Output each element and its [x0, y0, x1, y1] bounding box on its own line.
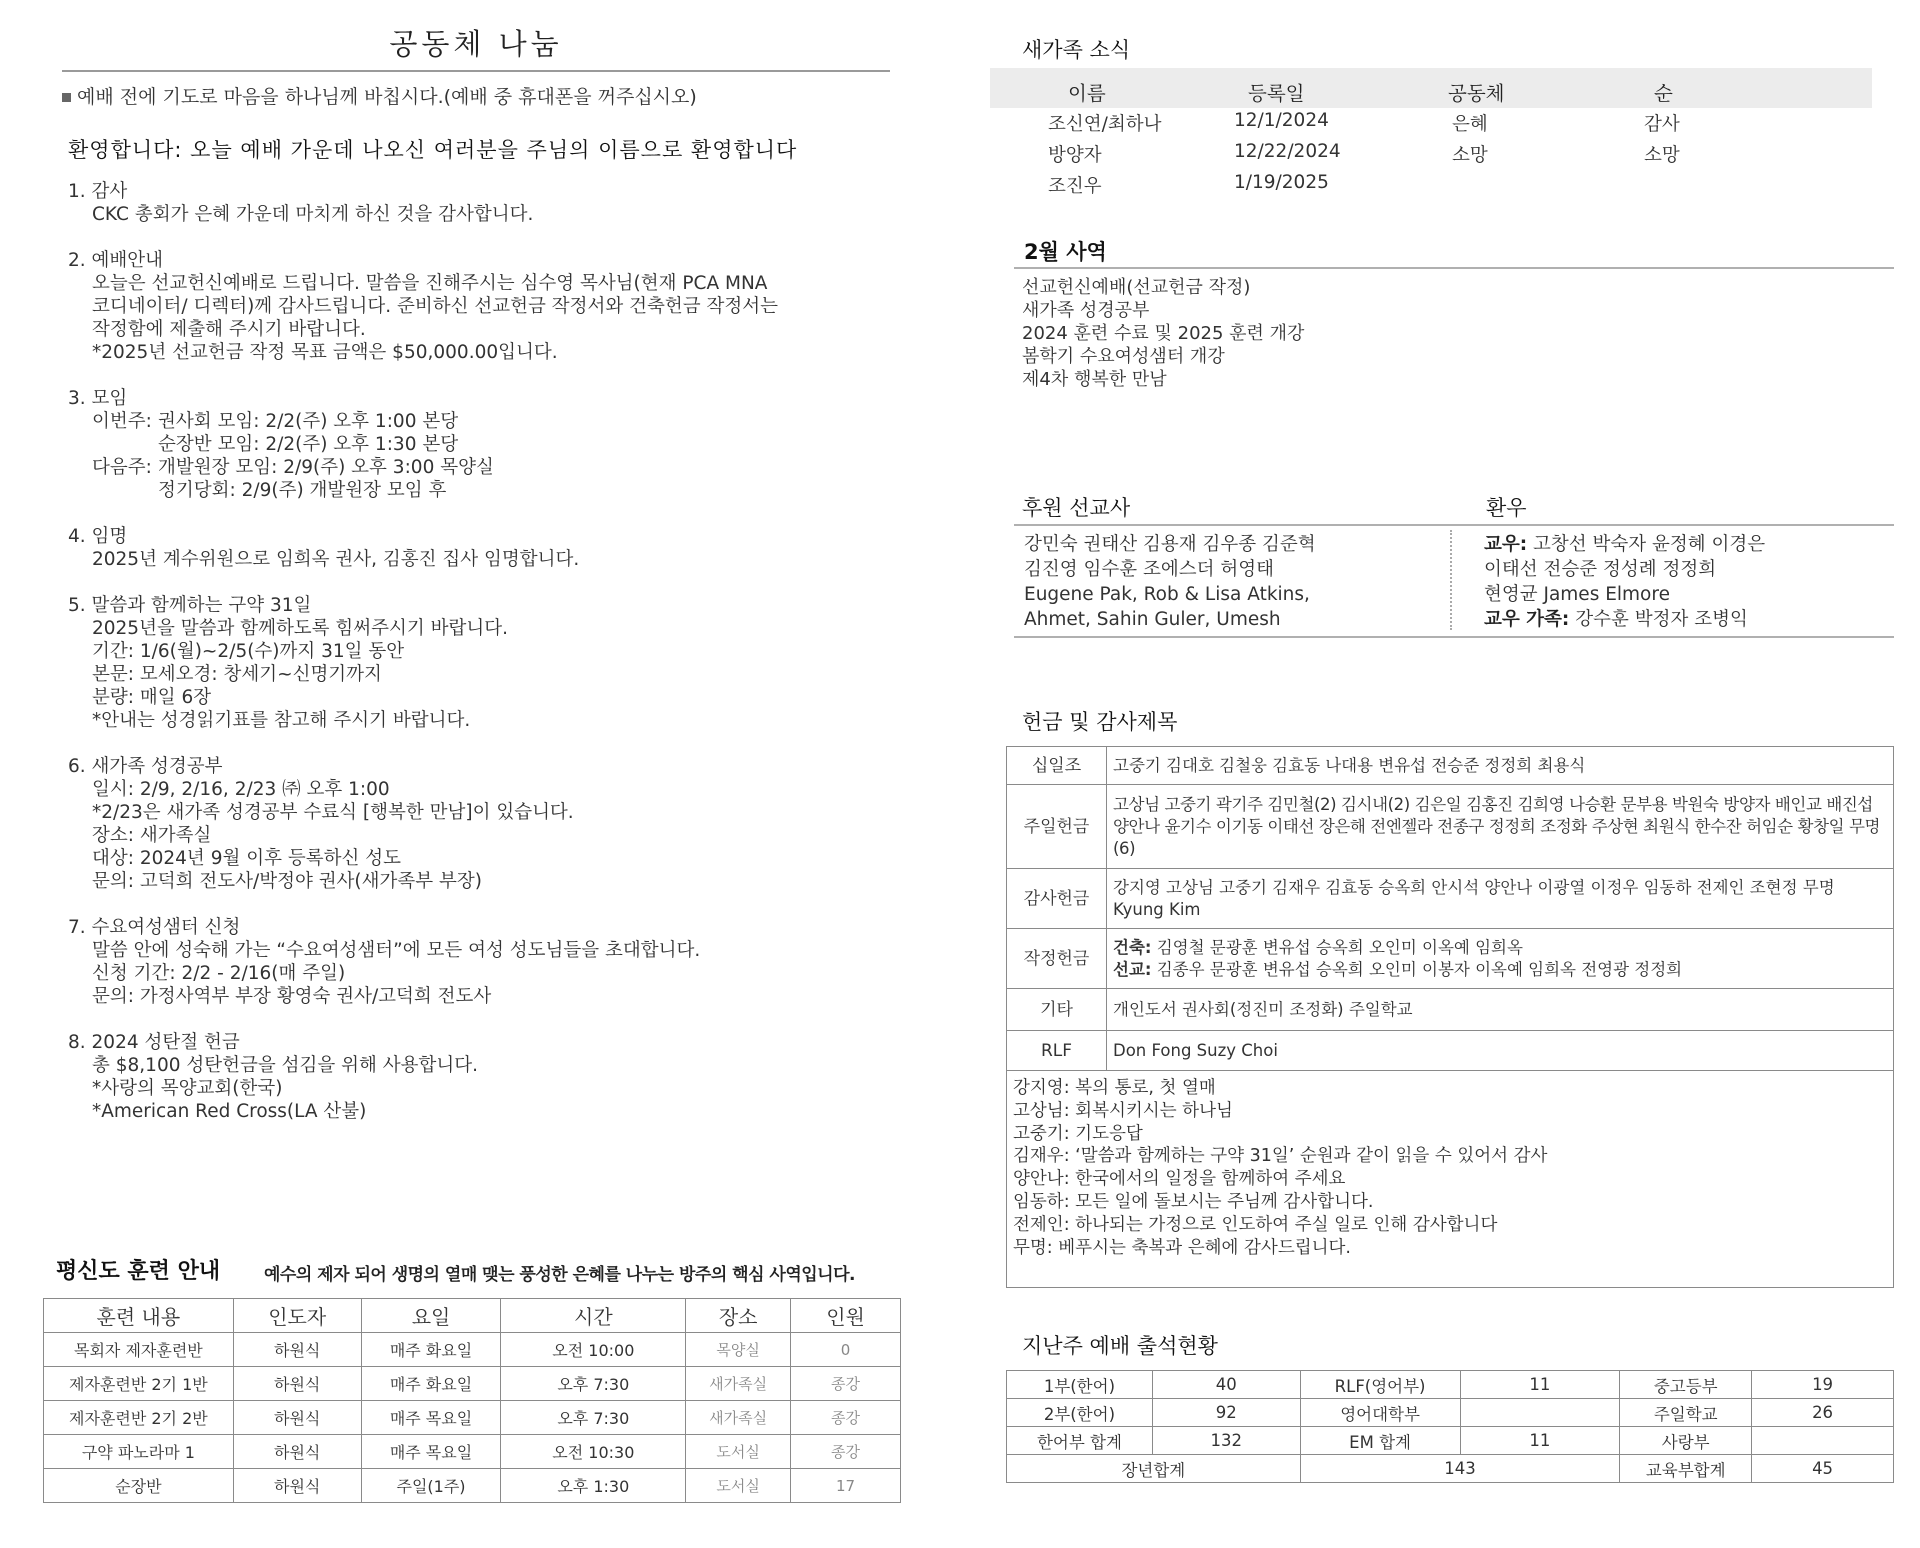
- offering-table: [1006, 746, 1894, 1288]
- table-cell: 매주 화요일: [361, 1367, 501, 1401]
- meeting-row: [68, 479, 888, 502]
- item-line: 장소: 새가족실: [92, 825, 212, 846]
- table-cell: 사랑부: [1620, 1427, 1752, 1455]
- table-row: [990, 168, 1872, 198]
- column-header: 등록일: [1248, 82, 1305, 105]
- notice: [62, 82, 697, 109]
- list-item: 강민숙 권태산 김용재 김우종 김준혁: [1024, 534, 1316, 555]
- column-header: 순: [1654, 82, 1673, 105]
- table-cell: 132: [1152, 1427, 1300, 1455]
- table-row: [990, 137, 1872, 167]
- meeting-row: [68, 433, 888, 456]
- item-meeting: [68, 387, 888, 502]
- list-item: 고상님: 회복시키시는 하나님: [1013, 1100, 1233, 1121]
- table-row: [1007, 1371, 1894, 1399]
- list-item: 현영균 James Elmore: [1484, 584, 1670, 605]
- training-table: [43, 1298, 901, 1503]
- table-cell: 목회자 제자훈련반: [44, 1333, 234, 1367]
- table-cell: 새가족실: [686, 1401, 791, 1435]
- row-label: 주일헌금: [1007, 785, 1107, 869]
- patients-names: 고창선 박숙자 윤정혜 이경은: [1527, 534, 1766, 555]
- newfamily-header-row: [990, 74, 1872, 104]
- table-cell: 1부(한어): [1007, 1371, 1153, 1399]
- item-line: 2025년 계수위원으로 임희옥 권사, 김홍진 집사 임명합니다.: [92, 549, 580, 570]
- table-cell: 40: [1152, 1371, 1300, 1399]
- table-row: [44, 1333, 901, 1367]
- table-cell: 한어부 합계: [1007, 1427, 1153, 1455]
- pledge-mission-label: 선교:: [1113, 959, 1152, 979]
- table-cell: 감사: [1644, 114, 1680, 135]
- table-cell: 구약 파노라마 1: [44, 1435, 234, 1469]
- table-cell: 매주 화요일: [361, 1333, 501, 1367]
- patients-label: 교우:: [1484, 534, 1528, 555]
- title-divider: [62, 70, 890, 72]
- item-worship: [68, 249, 888, 364]
- table-cell: 하원식: [233, 1401, 361, 1435]
- list-item: Ahmet, Sahin Guler, Umesh: [1024, 609, 1281, 630]
- table-row: [44, 1435, 901, 1469]
- meeting-text: 순장반 모임: 2/2(주) 오후 1:30 본당: [158, 434, 459, 455]
- table-cell: [1752, 1427, 1894, 1455]
- table-cell: 은혜: [1452, 114, 1488, 135]
- table-cell: 19: [1752, 1371, 1894, 1399]
- table-cell: [1460, 1399, 1620, 1427]
- meeting-label: [68, 433, 158, 456]
- table-cell: 매주 목요일: [361, 1401, 501, 1435]
- table-cell: 도서실: [686, 1435, 791, 1469]
- section-divider: [1014, 267, 1894, 269]
- row-label: 작정헌금: [1007, 929, 1107, 989]
- page-title: 공동체 나눔: [389, 27, 563, 61]
- item-appointment: [68, 525, 888, 571]
- column-header: 장소: [686, 1299, 791, 1333]
- table-cell: 92: [1152, 1399, 1300, 1427]
- table-cell: 제자훈련반 2기 1반: [44, 1367, 234, 1401]
- training-subtitle: 예수의 제자 되어 생명의 열매 맺는 풍성한 은혜를 나누는 방주의 핵심 사역입니다.: [264, 1265, 855, 1285]
- table-row: [1007, 1399, 1894, 1427]
- item-title: 3. 모임: [68, 388, 128, 409]
- meeting-row: [68, 456, 888, 479]
- item-line: 말씀 안에 성숙해 가는 “수요여성샘터”에 모든 여성 성도님들을 초대합니다.: [92, 940, 701, 961]
- patients-names: 강수훈 박정자 조병익: [1569, 609, 1748, 630]
- patients-title: 환우: [1486, 496, 1527, 520]
- pledge-building-label: 건축:: [1113, 937, 1152, 957]
- table-row: [44, 1469, 901, 1503]
- table-cell: 오후 1:30: [501, 1469, 686, 1503]
- row-value: 고상님 고중기 곽기주 김민철(2) 김시내(2) 김은일 김홍진 김희영 나승환 문부용 박원숙 방양자 배인교 배진섭 양안나 윤기수 이기동 이태선 장은해 전엔젤라 전종구 정정희 조정화 주상현 최원식 한수잔 허임순 황창일 무명(6): [1107, 785, 1894, 869]
- item-women-group: [68, 916, 888, 1008]
- list-item: 무명: 베푸시는 축복과 은혜에 감사드립니다.: [1013, 1237, 1351, 1258]
- list-item: 전제인: 하나되는 가정으로 인도하여 주실 일로 인해 감사합니다: [1013, 1214, 1498, 1235]
- section-divider: [1014, 636, 1894, 638]
- row-label: 감사헌금: [1007, 869, 1107, 929]
- table-cell: 하원식: [233, 1435, 361, 1469]
- pledge-building: [1113, 937, 1887, 959]
- item-line: *2/23은 새가족 성경공부 수료식 [행복한 만남]이 있습니다.: [92, 802, 574, 823]
- item-title: 8. 2024 성탄절 헌금: [68, 1032, 240, 1053]
- table-cell: 중고등부: [1620, 1371, 1752, 1399]
- table-cell: 17: [791, 1469, 901, 1503]
- table-cell: 11: [1460, 1427, 1620, 1455]
- table-cell: 143: [1300, 1455, 1620, 1483]
- row-value: [1107, 929, 1894, 989]
- table-cell: EM 합계: [1300, 1427, 1460, 1455]
- item-line: 신청 기간: 2/2 - 2/16(매 주일): [92, 963, 346, 984]
- item-title: 4. 임명: [68, 526, 128, 547]
- item-christmas-offering: [68, 1031, 888, 1123]
- item-line: 대상: 2024년 9월 이후 등록하신 성도: [92, 848, 401, 869]
- table-row: [44, 1367, 901, 1401]
- item-line: *2025년 선교헌금 작정 목표 금액은 $50,000.00입니다.: [92, 342, 558, 363]
- table-cell: 26: [1752, 1399, 1894, 1427]
- table-row: [1007, 1455, 1894, 1483]
- table-cell: 45: [1752, 1455, 1894, 1483]
- list-item: 선교헌신예배(선교헌금 작정): [1022, 277, 1251, 298]
- meeting-text: 개발원장 모임: 2/9(주) 오후 3:00 목양실: [158, 457, 494, 478]
- table-cell: 장년합계: [1007, 1455, 1301, 1483]
- table-cell: 0: [791, 1333, 901, 1367]
- meeting-row: [68, 410, 888, 433]
- bullet-square-icon: [62, 93, 71, 102]
- table-cell: 오후 7:30: [501, 1367, 686, 1401]
- table-row: [1007, 747, 1894, 785]
- item-newfamily-study: [68, 755, 888, 893]
- table-cell: 하원식: [233, 1333, 361, 1367]
- item-line: *안내는 성경읽기표를 참고해 주시기 바랍니다.: [92, 710, 471, 731]
- meeting-label: 이번주:: [92, 411, 152, 432]
- row-value: 강지영 고상님 고중기 김재우 김효동 승옥희 안시석 양안나 이광열 이정우 임동하 전제인 조현정 무명 Kyung Kim: [1107, 869, 1894, 929]
- table-cell: 주일(1주): [361, 1469, 501, 1503]
- table-cell: 종강: [791, 1367, 901, 1401]
- list-item: 양안나: 한국에서의 일정을 함께하여 주세요: [1013, 1169, 1346, 1190]
- item-line: *American Red Cross(LA 산불): [92, 1101, 367, 1122]
- missionaries-title: 후원 선교사: [1022, 496, 1131, 520]
- table-cell: 오전 10:00: [501, 1333, 686, 1367]
- table-cell: 12/1/2024: [1234, 110, 1329, 131]
- list-item: [1484, 607, 1765, 632]
- column-header: 공동체: [1448, 82, 1505, 105]
- table-row: [44, 1401, 901, 1435]
- table-cell: 방양자: [1048, 145, 1102, 166]
- table-row: [1007, 929, 1894, 989]
- table-cell: 종강: [791, 1401, 901, 1435]
- item-line: 코디네이터/ 디렉터)께 감사드립니다. 준비하신 선교헌금 작정서와 건축헌금 작정서는: [92, 296, 778, 317]
- table-cell: 오전 10:30: [501, 1435, 686, 1469]
- column-header: 요일: [361, 1299, 501, 1333]
- meeting-text: 권사회 모임: 2/2(주) 오후 1:00 본당: [158, 411, 459, 432]
- column-header: 이름: [1068, 82, 1106, 105]
- table-cell: 소망: [1644, 145, 1680, 166]
- table-cell: 제자훈련반 2기 2반: [44, 1401, 234, 1435]
- list-item: [1484, 532, 1765, 557]
- item-reading: [68, 594, 888, 732]
- item-line: *사랑의 목양교회(한국): [92, 1078, 283, 1099]
- meeting-label: [68, 479, 158, 502]
- column-divider: [1450, 530, 1452, 630]
- table-cell: 종강: [791, 1435, 901, 1469]
- row-label: RLF: [1007, 1031, 1107, 1071]
- item-line: 문의: 고덕희 전도사/박정야 권사(새가족부 부장): [92, 871, 482, 892]
- row-value: 고중기 김대호 김철웅 김효동 나대용 변유섭 전승준 정정희 최용식: [1107, 747, 1894, 785]
- item-line: 분량: 매일 6장: [92, 687, 212, 708]
- item-line: 총 $8,100 성탄헌금을 섬김을 위해 사용합니다.: [92, 1055, 478, 1076]
- february-title: 2월 사역: [1024, 240, 1107, 264]
- table-cell: 조진우: [1048, 176, 1102, 197]
- item-line: 2025년을 말씀과 함께하도록 힘써주시기 바랍니다.: [92, 618, 509, 639]
- list-item: 이태선 전승준 정성례 정정희: [1484, 559, 1717, 580]
- item-title: 6. 새가족 성경공부: [68, 756, 223, 777]
- item-title: 7. 수요여성샘터 신청: [68, 917, 241, 938]
- meeting-label: 다음주:: [92, 457, 152, 478]
- table-row: [990, 106, 1872, 136]
- table-cell: 2부(한어): [1007, 1399, 1153, 1427]
- table-row: [1007, 785, 1894, 869]
- table-cell: 영어대학부: [1300, 1399, 1460, 1427]
- announcements: [68, 180, 888, 1146]
- column-header: 인원: [791, 1299, 901, 1333]
- item-line: 일시: 2/9, 2/16, 2/23 ㈜ 오후 1:00: [92, 779, 390, 800]
- february-list: [1022, 276, 1304, 391]
- table-cell: 도서실: [686, 1469, 791, 1503]
- section-divider: [1014, 524, 1894, 526]
- attendance-title: 지난주 예배 출석현황: [1022, 1334, 1218, 1358]
- list-item: 제4차 행복한 만남: [1022, 369, 1167, 390]
- table-row: [1007, 869, 1894, 929]
- list-item: Eugene Pak, Rob & Lisa Atkins,: [1024, 584, 1310, 605]
- table-cell: 목양실: [686, 1333, 791, 1367]
- row-label: 십일조: [1007, 747, 1107, 785]
- column-header: 시간: [501, 1299, 686, 1333]
- pledge-mission: [1113, 959, 1887, 981]
- table-row: [1007, 1071, 1894, 1288]
- list-item: 새가족 성경공부: [1022, 300, 1150, 321]
- table-header-row: [44, 1299, 901, 1333]
- item-line: 기간: 1/6(월)~2/5(수)까지 31일 동안: [92, 641, 405, 662]
- column-header: 훈련 내용: [44, 1299, 234, 1333]
- item-title: 1. 감사: [68, 181, 128, 202]
- item-thanks: [68, 180, 888, 226]
- list-item: 김재우: ‘말씀과 함께하는 구약 31일’ 순원과 같이 읽을 수 있어서 감사: [1013, 1146, 1548, 1167]
- table-cell: 교육부합계: [1620, 1455, 1752, 1483]
- column-header: 인도자: [233, 1299, 361, 1333]
- row-value: Don Fong Suzy Choi: [1107, 1031, 1894, 1071]
- table-cell: 순장반: [44, 1469, 234, 1503]
- pledge-mission-names: 김종우 문광훈 변유섭 승옥희 오인미 이봉자 이옥예 임희옥 전영광 정정희: [1151, 959, 1683, 979]
- item-line: 본문: 모세오경: 창세기~신명기까지: [92, 664, 382, 685]
- pledge-building-names: 김영철 문광훈 변유섭 승옥희 오인미 이옥예 임희옥: [1151, 937, 1523, 957]
- list-item: 봄학기 수요여성샘터 개강: [1022, 346, 1225, 367]
- patients-list: [1484, 532, 1765, 632]
- attendance-table: [1006, 1370, 1894, 1483]
- row-value: 개인도서 권사회(정진미 조정화) 주일학교: [1107, 989, 1894, 1031]
- list-item: 김진영 임수훈 조에스더 허영태: [1024, 559, 1274, 580]
- item-line: CKC 총회가 은혜 가운데 마치게 하신 것을 감사합니다.: [92, 204, 534, 225]
- item-line: 문의: 가정사역부 부장 황영숙 권사/고덕희 전도사: [92, 986, 492, 1007]
- table-cell: 11: [1460, 1371, 1620, 1399]
- missionaries-list: [1024, 532, 1316, 632]
- item-line: 작정함에 제출해 주시기 바랍니다.: [92, 319, 366, 340]
- list-item: 2024 훈련 수료 및 2025 훈련 개강: [1022, 323, 1305, 344]
- table-cell: 오후 7:30: [501, 1401, 686, 1435]
- table-row: [1007, 1427, 1894, 1455]
- table-cell: 하원식: [233, 1367, 361, 1401]
- training-title: 평신도 훈련 안내: [56, 1259, 221, 1284]
- list-item: 강지영: 복의 통로, 첫 열매: [1013, 1078, 1216, 1098]
- welcome-message: 환영합니다: 오늘 예배 가운데 나오신 여러분을 주님의 이름으로 환영합니다: [68, 138, 798, 162]
- row-label: 기타: [1007, 989, 1107, 1031]
- table-cell: 새가족실: [686, 1367, 791, 1401]
- table-cell: RLF(영어부): [1300, 1371, 1460, 1399]
- table-cell: 매주 목요일: [361, 1435, 501, 1469]
- item-line: 오늘은 선교헌신예배로 드립니다. 말씀을 진해주시는 심수영 목사님(현재 PCA MNA: [92, 273, 768, 294]
- meeting-text: 정기당회: 2/9(주) 개발원장 모임 후: [158, 480, 447, 501]
- notice-text: 예배 전에 기도로 마음을 하나님께 바칩시다.(예배 중 휴대폰을 꺼주십시오): [77, 86, 697, 108]
- table-cell: 소망: [1452, 145, 1488, 166]
- table-cell: 1/19/2025: [1234, 172, 1329, 193]
- patients-label: 교우 가족:: [1484, 609, 1570, 630]
- list-item: 임동하: 모든 일에 돌보시는 주님께 감사합니다.: [1013, 1191, 1374, 1212]
- table-cell: 주일학교: [1620, 1399, 1752, 1427]
- newfamily-title: 새가족 소식: [1022, 38, 1131, 62]
- table-cell: 조신연/최하나: [1048, 114, 1162, 135]
- offering-title: 헌금 및 감사제목: [1022, 710, 1178, 734]
- table-cell: 하원식: [233, 1469, 361, 1503]
- table-cell: 12/22/2024: [1234, 141, 1341, 162]
- table-row: [1007, 989, 1894, 1031]
- prayer-notes: [1007, 1071, 1894, 1288]
- item-title: 5. 말씀과 함께하는 구약 31일: [68, 595, 312, 616]
- item-title: 2. 예배안내: [68, 250, 164, 271]
- list-item: 고중기: 기도응답: [1013, 1123, 1143, 1144]
- table-row: [1007, 1031, 1894, 1071]
